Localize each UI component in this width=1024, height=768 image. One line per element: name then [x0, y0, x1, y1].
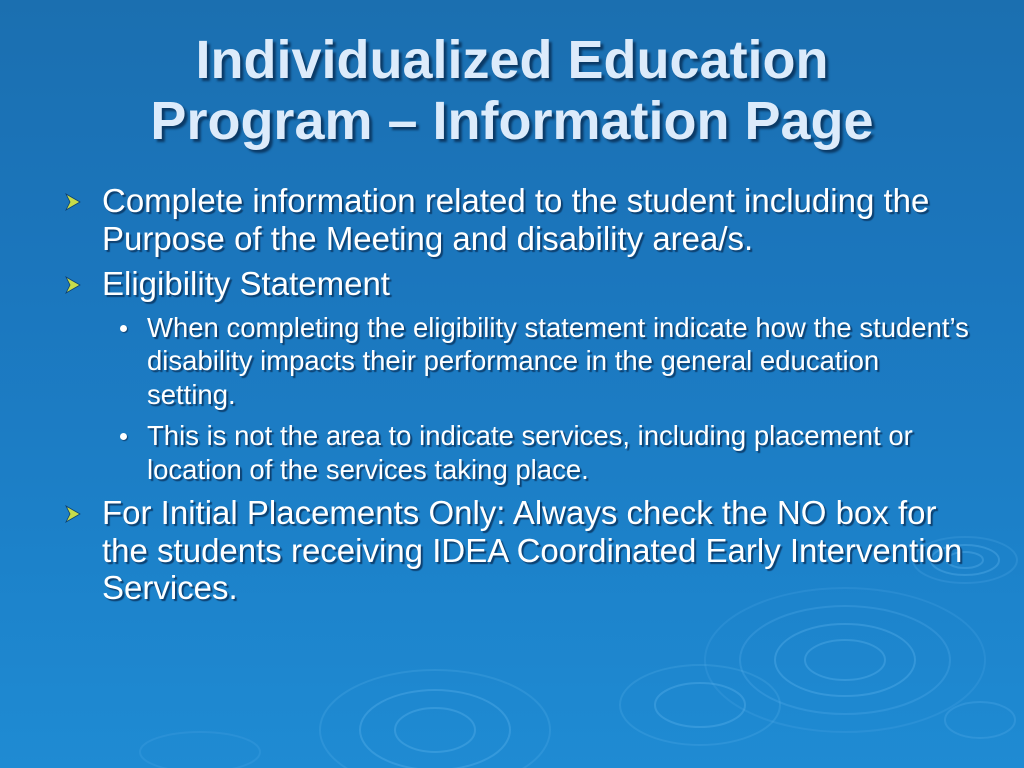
arrow-bullet-icon [64, 276, 82, 294]
dot-bullet-icon [120, 325, 127, 332]
dot-bullet-icon [120, 433, 127, 440]
sub-bullet-item [60, 311, 970, 412]
arrow-bullet-icon [64, 193, 82, 211]
bullet-text: Eligibility Statement [102, 265, 390, 302]
sub-bullet-item [60, 419, 970, 486]
title-line-2: Program – Information Page [150, 91, 874, 151]
bullet-item [60, 494, 970, 607]
slide-title [40, 30, 984, 152]
bullet-text: Complete information related to the student including the Purpose of the Meeting and disability area/s. [102, 182, 930, 257]
sub-bullet-text: This is not the area to indicate services, including placement or location of the services taking place. [147, 420, 913, 485]
bullet-text: For Initial Placements Only: Always check the NO box for the students receiving IDEA Coordinated Early Intervention Services. [102, 494, 963, 606]
arrow-bullet-icon [64, 505, 82, 523]
bullet-item [60, 265, 970, 303]
sub-bullet-text: When completing the eligibility statement indicate how the student’s disability impacts their performance in the general education setting. [147, 311, 969, 410]
bullet-item [60, 182, 970, 257]
bullet-list [60, 182, 970, 615]
title-line-1: Individualized Education [195, 30, 829, 90]
